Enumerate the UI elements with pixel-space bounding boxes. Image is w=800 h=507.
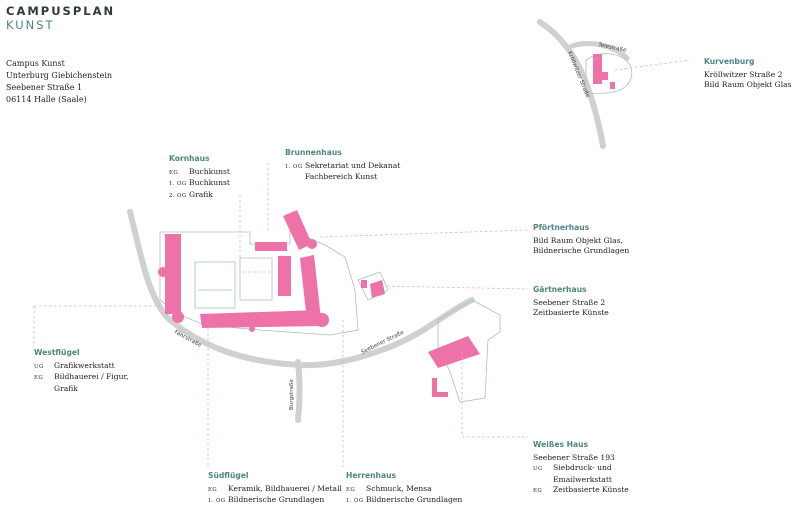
label-text: Seebener Straße 193 — [533, 452, 615, 462]
label-kurvenburg — [704, 57, 792, 91]
label-kornhaus — [169, 154, 230, 201]
label-text: Emailwerkstatt — [553, 474, 612, 484]
address-line: Seebener Straße 1 — [6, 83, 83, 92]
label-herrenhaus — [346, 471, 462, 507]
label-text: Bild Raum Objekt Glas, — [533, 235, 623, 245]
floor-label: 1. OG — [346, 498, 364, 505]
label-text: Schmuck, Mensa — [366, 483, 432, 493]
leader-lines — [34, 60, 690, 468]
label-text: Bild Raum Objekt Glas — [704, 80, 792, 90]
page-title — [6, 4, 115, 32]
label-title: Herrenhaus — [346, 471, 397, 480]
label-text: Grafikwerkstatt — [54, 360, 115, 370]
floor-label: EG — [34, 375, 44, 382]
floor-label: 1. OG — [285, 163, 303, 170]
floor-label: EG — [169, 169, 179, 176]
building-gaertnerhaus — [361, 280, 367, 288]
label-text: Buchkunst — [189, 166, 230, 176]
label-text: Buchkunst — [189, 178, 230, 188]
street-label-telestrasse: Telestraße — [597, 42, 627, 54]
label-weisses-haus — [533, 440, 629, 497]
building-herrenhaus — [300, 255, 320, 312]
label-text: Zeitbasierte Künste — [533, 308, 609, 318]
label-pfoertnerhaus — [533, 223, 629, 257]
floor-label: UG — [533, 466, 543, 473]
building-kurvenburg — [593, 54, 602, 84]
floor-label: EG — [533, 488, 543, 495]
label-text: Keramik, Bildhauerei / Metall — [228, 483, 342, 493]
label-text: Grafik — [54, 383, 78, 393]
floor-label: EG — [208, 486, 218, 493]
label-title: Gärtnerhaus — [533, 285, 587, 294]
address-line: Campus Kunst — [6, 59, 65, 68]
floor-label: EG — [346, 486, 356, 493]
label-gaertnerhaus — [533, 285, 609, 319]
title-line-1: CAMPUSPLAN — [6, 4, 116, 18]
address-line: 06114 Halle (Saale) — [6, 95, 87, 104]
floor-label: 1. OG — [169, 181, 187, 188]
street-label-kroellwitzer: Kröllwitzer Straße — [566, 50, 591, 99]
label-title: Weißes Haus — [533, 440, 589, 449]
building-suedfluegel — [200, 310, 322, 328]
label-text: Fachbereich Kunst — [305, 172, 378, 182]
label-text: Grafik — [189, 189, 213, 199]
floor-label: 1. OG — [208, 498, 226, 505]
label-title: Pförtnerhaus — [533, 223, 590, 232]
label-title: Westflügel — [34, 348, 80, 357]
building-weisses-haus — [428, 336, 480, 368]
label-text: Bildnerische Grundlagen — [366, 495, 463, 505]
label-westfluegel — [34, 348, 129, 394]
label-text: Zeitbasierte Künste — [553, 485, 629, 495]
address-line: Unterburg Giebichenstein — [6, 71, 113, 80]
label-suedfluegel — [208, 471, 342, 507]
label-title: Kornhaus — [169, 154, 210, 163]
label-text: Seebener Straße 2 — [533, 297, 606, 307]
label-title: Brunnenhaus — [285, 148, 342, 157]
label-text: Bildnerische Grundlagen — [533, 246, 630, 256]
label-title: Kurvenburg — [704, 57, 755, 66]
label-text: Siebdruck- und — [553, 463, 612, 473]
campus-address — [6, 58, 112, 106]
street-label-faehrstrasse: Fährstraße — [173, 329, 203, 349]
label-text: Sekretariat und Dekanat — [305, 160, 401, 170]
label-text: Kröllwitzer Straße 2 — [704, 69, 783, 79]
label-text: Bildhauerei / Figur, — [54, 372, 129, 382]
building-mid — [278, 256, 291, 296]
street-label-burgstrasse: Burgstraße — [289, 379, 295, 410]
street-label-seebener: Seebener Straße — [360, 329, 406, 356]
title-line-2: KUNST — [6, 18, 55, 32]
label-title: Südflügel — [208, 471, 249, 480]
street-burgstrasse — [298, 362, 300, 420]
building-kornhaus — [255, 242, 287, 251]
label-text: Bildnerische Grundlagen — [228, 495, 325, 505]
label-brunnenhaus — [285, 148, 400, 183]
floor-label: UG — [34, 363, 44, 370]
floor-label: 2. OG — [169, 192, 187, 199]
